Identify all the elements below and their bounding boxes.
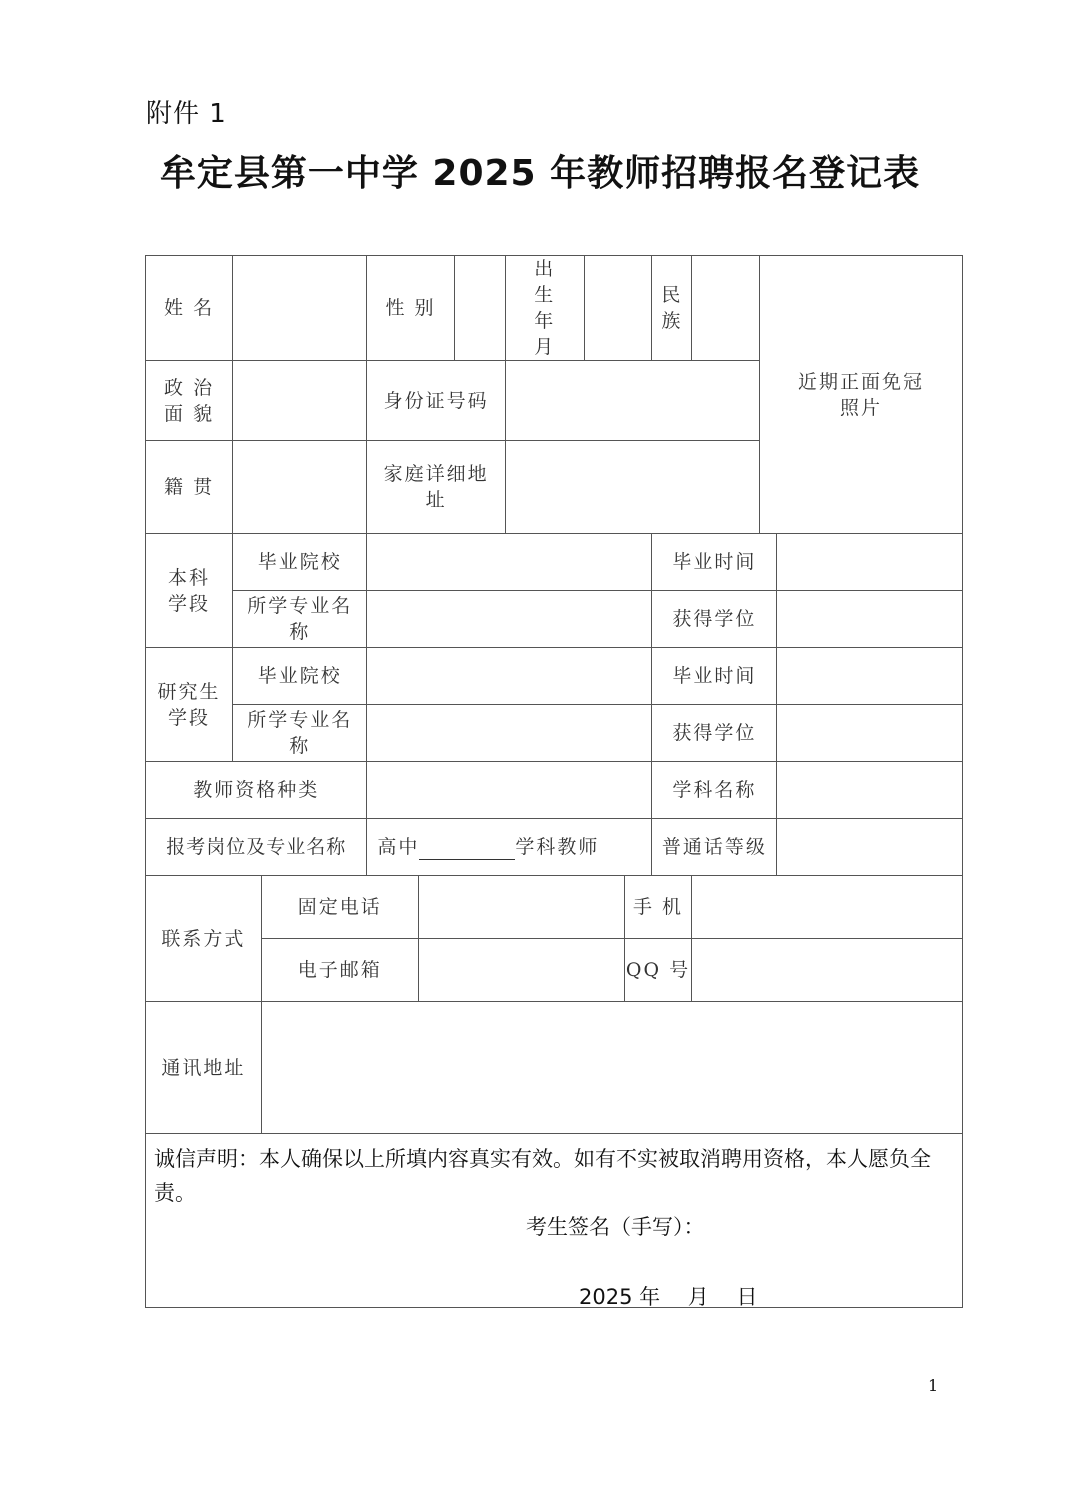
declaration-date: 2025 年 月 日 (579, 1285, 758, 1309)
page-number: 1 (928, 1376, 939, 1395)
ethnicity-label: 民族 (652, 256, 692, 361)
declaration-text: 诚信声明：本人确保以上所填内容真实有效。如有不实被取消聘用资格，本人愿负全责。 (154, 1147, 931, 1205)
cert-type-field[interactable] (367, 762, 652, 819)
postgrad-degree-label: 获得学位 (652, 705, 777, 762)
landline-label: 固定电话 (261, 876, 418, 939)
subject-name-label: 学科名称 (652, 762, 777, 819)
birth-field[interactable] (584, 256, 652, 361)
position-blank-line[interactable] (419, 837, 515, 860)
undergrad-degree-field[interactable] (777, 591, 963, 648)
subject-name-field[interactable] (777, 762, 963, 819)
gender-label: 性 别 (367, 256, 454, 361)
undergrad-label: 本科学段 (146, 534, 233, 648)
mobile-label: 手 机 (624, 876, 692, 939)
postgrad-degree-field[interactable] (777, 705, 963, 762)
home-address-field[interactable] (505, 441, 759, 534)
postgrad-school-field[interactable] (367, 648, 652, 705)
position-label: 报考岗位及专业名称 (146, 819, 367, 876)
name-field[interactable] (233, 256, 367, 361)
qq-label: QQ 号 (624, 939, 692, 1002)
mandarin-field[interactable] (777, 819, 963, 876)
landline-field[interactable] (418, 876, 624, 939)
undergrad-degree-label: 获得学位 (652, 591, 777, 648)
political-label: 政 治 面 貌 (146, 361, 233, 441)
position-prefix: 高中 (377, 836, 420, 858)
postgrad-label: 研究生学段 (146, 648, 233, 762)
undergrad-gradtime-label: 毕业时间 (652, 534, 777, 591)
email-field[interactable] (418, 939, 624, 1002)
undergrad-gradtime-field[interactable] (777, 534, 963, 591)
registration-form-table (145, 255, 963, 1308)
qq-field[interactable] (692, 939, 963, 1002)
postgrad-gradtime-label: 毕业时间 (652, 648, 777, 705)
birth-label: 出 生 年 月 (505, 256, 584, 361)
political-field[interactable] (233, 361, 367, 441)
declaration-box (146, 1134, 963, 1308)
attachment-label: 附件 1 (146, 99, 227, 129)
home-address-label: 家庭详细地址 (367, 441, 505, 534)
undergrad-school-field[interactable] (367, 534, 652, 591)
id-number-field[interactable] (505, 361, 759, 441)
position-field[interactable] (367, 819, 652, 876)
email-label: 电子邮箱 (261, 939, 418, 1002)
mail-address-label: 通讯地址 (146, 1002, 262, 1134)
mail-address-field[interactable] (261, 1002, 962, 1134)
photo-label: 近期正面免冠照片 (797, 370, 924, 419)
postgrad-gradtime-field[interactable] (777, 648, 963, 705)
native-place-field[interactable] (233, 441, 367, 534)
name-label: 姓 名 (146, 256, 233, 361)
cert-type-label: 教师资格种类 (146, 762, 367, 819)
id-number-label: 身份证号码 (367, 361, 505, 441)
undergrad-school-label: 毕业院校 (233, 534, 367, 591)
postgrad-school-label: 毕业院校 (233, 648, 367, 705)
native-place-label: 籍 贯 (146, 441, 233, 534)
undergrad-major-label: 所学专业名称 (233, 591, 367, 648)
page-title: 牟定县第一中学 2025 年教师招聘报名登记表 (159, 153, 921, 194)
gender-field[interactable] (454, 256, 505, 361)
undergrad-major-field[interactable] (367, 591, 652, 648)
mobile-field[interactable] (692, 876, 963, 939)
position-suffix: 学科教师 (515, 836, 600, 858)
photo-box[interactable] (759, 256, 962, 534)
ethnicity-field[interactable] (692, 256, 760, 361)
mandarin-label: 普通话等级 (652, 819, 777, 876)
signature-label: 考生签名（手写）： (526, 1215, 705, 1239)
contact-label: 联系方式 (146, 876, 262, 1002)
postgrad-major-label: 所学专业名称 (233, 705, 367, 762)
postgrad-major-field[interactable] (367, 705, 652, 762)
